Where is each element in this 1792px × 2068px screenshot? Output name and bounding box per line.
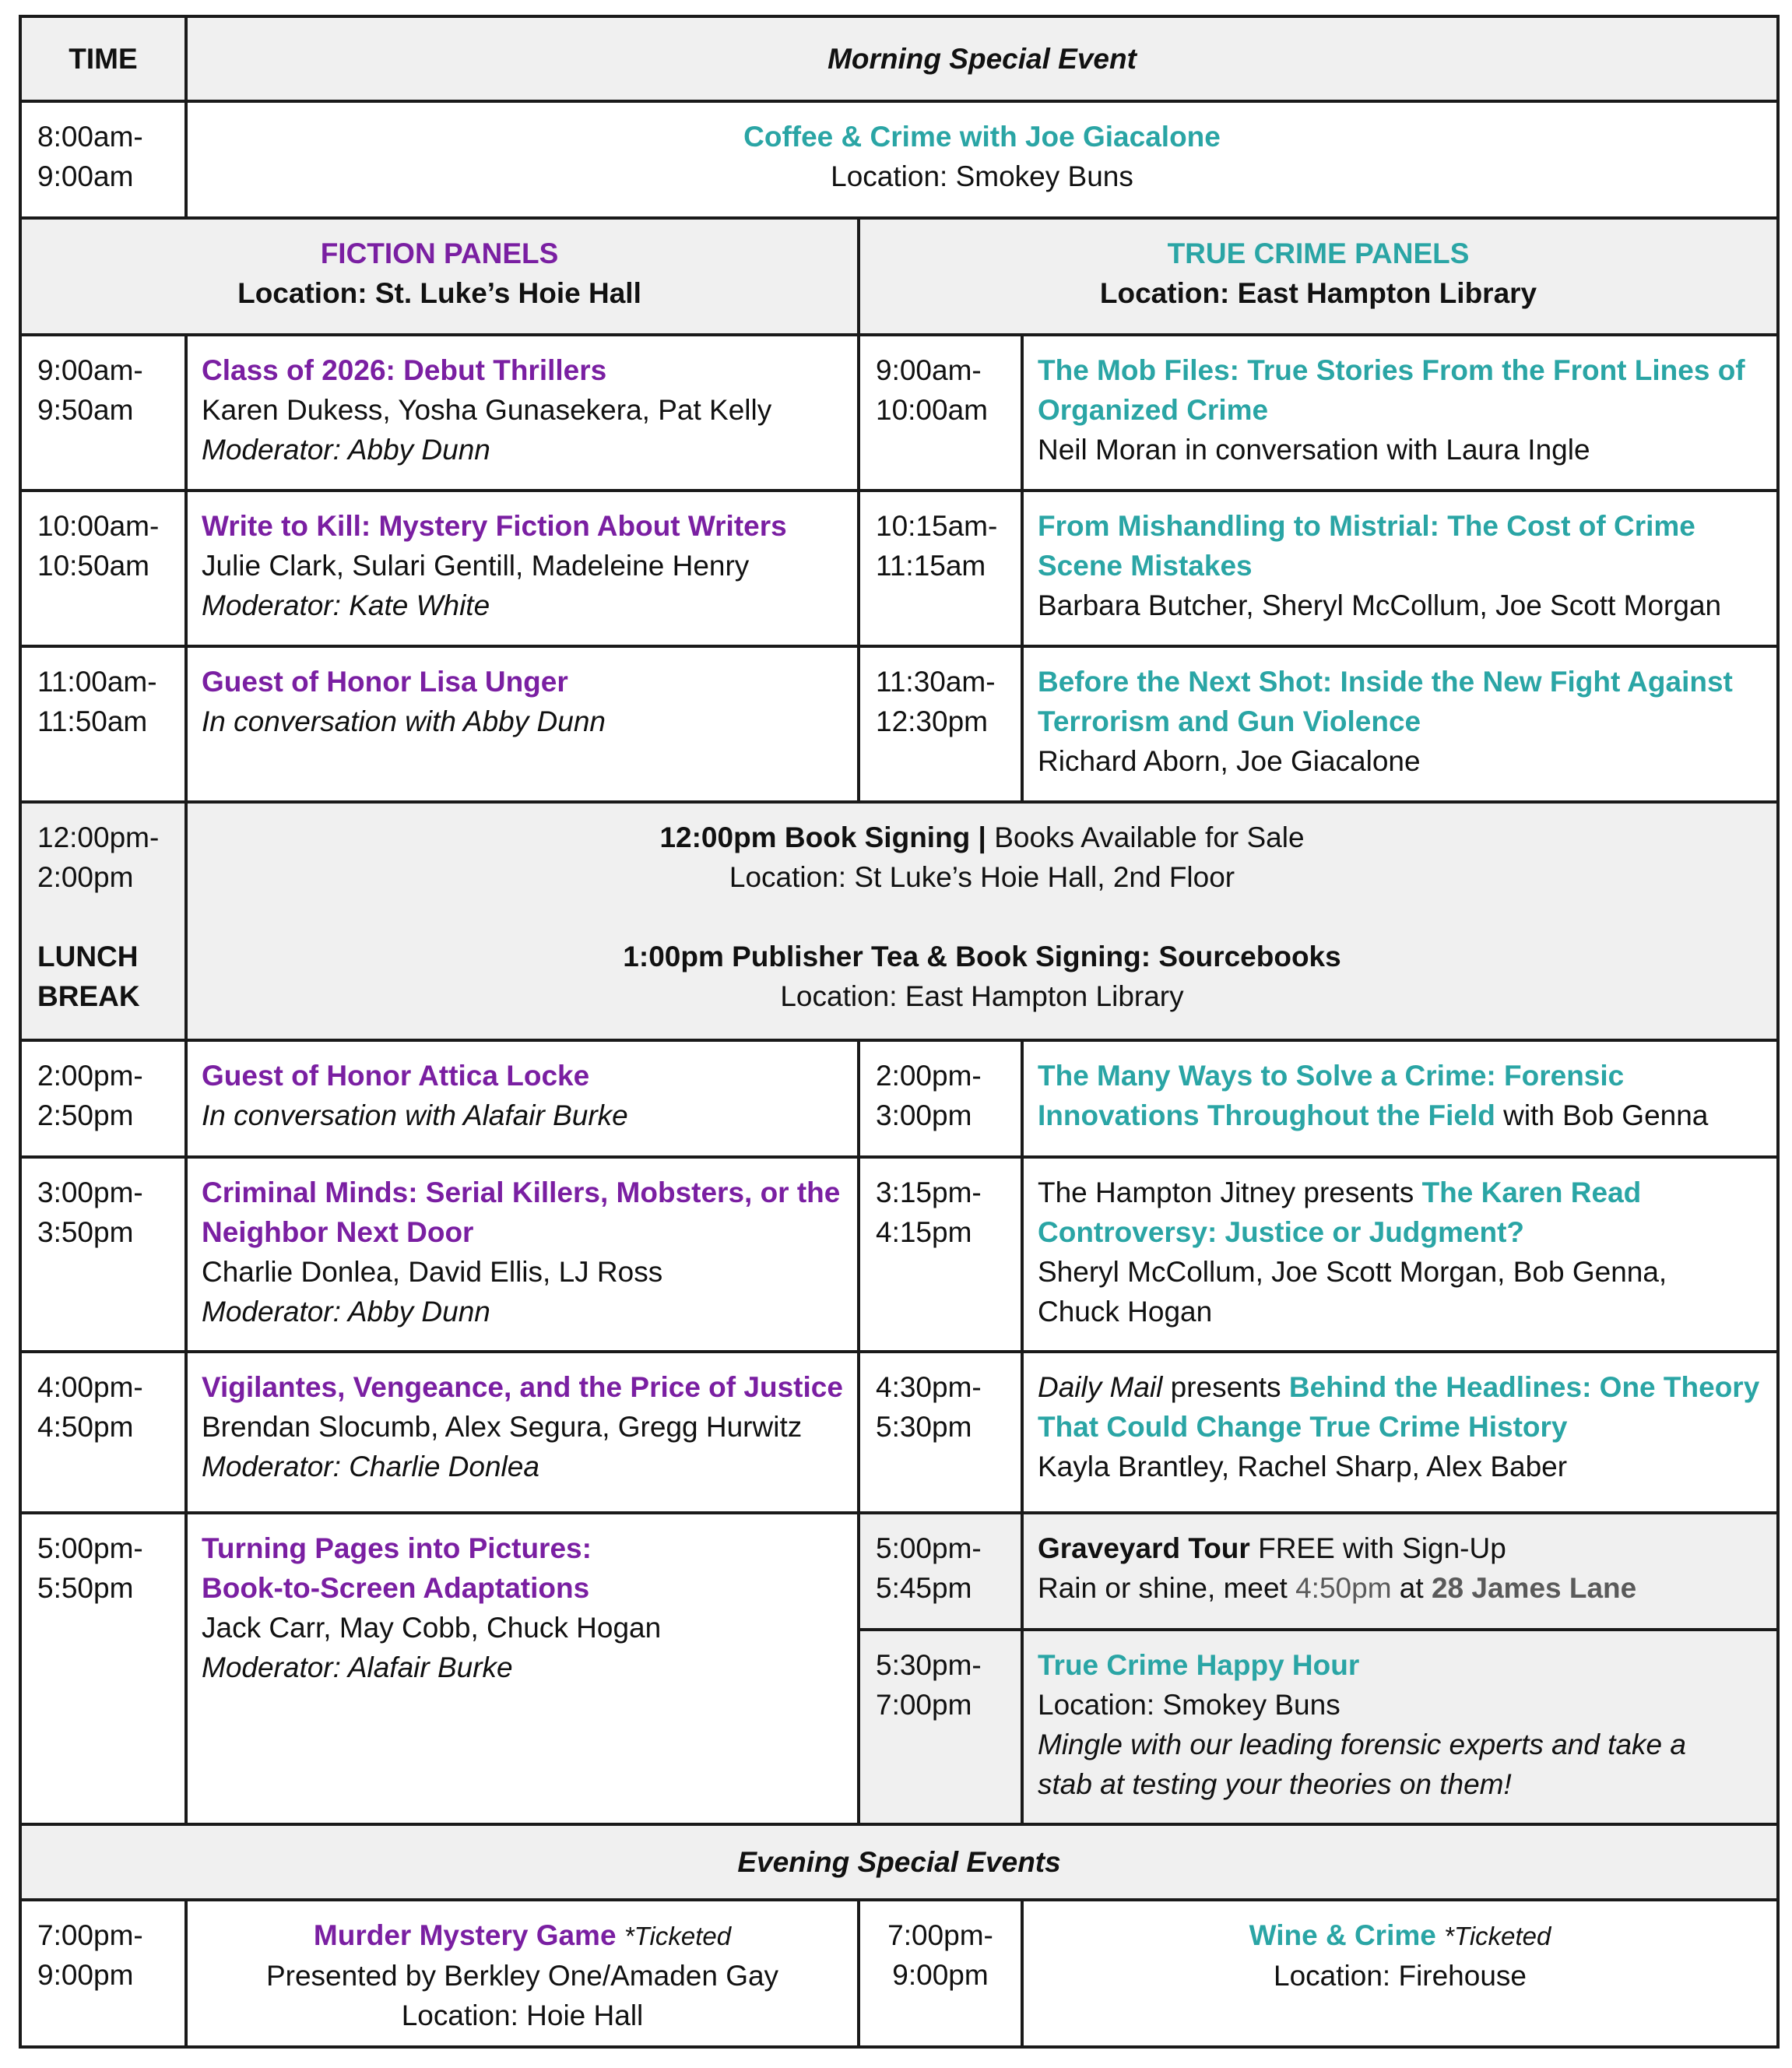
evening-right-time: 7:00pm- 9:00pm (859, 1900, 1022, 2047)
morning-header: Morning Special Event (186, 16, 1778, 101)
session-note-cont: stab at testing your theories on them! (1038, 1768, 1512, 1800)
session-title: Guest of Honor Attica Locke (202, 1060, 590, 1092)
wine-crime-title: Wine & Crime (1249, 1919, 1436, 1951)
session-title: Criminal Minds: Serial Killers, Mobsters, or the (202, 1176, 841, 1208)
true-crime-time: 4:30pm- 5:30pm (859, 1352, 1022, 1513)
true-crime-time: 5:30pm- 7:00pm (859, 1630, 1022, 1824)
lunch-label-cont: BREAK (37, 980, 140, 1012)
fiction-session (186, 335, 859, 491)
session-presenter-name: Daily Mail (1038, 1371, 1163, 1403)
fiction-session (186, 1513, 859, 1824)
fiction-time: 5:00pm- 5:50pm (20, 1513, 186, 1824)
murder-mystery-presenter: Presented by Berkley One/Amaden Gay (265, 1960, 779, 1992)
session-panelists: Jack Carr, May Cobb, Chuck Hogan (202, 1612, 662, 1644)
publisher-tea-location: Location: East Hampton Library (780, 980, 1184, 1012)
session-title-line (1038, 1173, 1766, 1212)
session-host: with Bob Genna (1495, 1099, 1709, 1131)
session-title: Turning Pages into Pictures: (202, 1532, 592, 1564)
true-crime-time: 11:30am- 12:30pm (859, 646, 1022, 802)
time-header: TIME (20, 16, 186, 101)
true-crime-session (1022, 335, 1778, 491)
happy-hour-cell (1022, 1630, 1778, 1824)
book-signing-detail: Books Available for Sale (994, 821, 1305, 853)
murder-mystery-location: Location: Hoie Hall (401, 1999, 644, 2031)
session-title: Behind the Headlines: One Theory (1288, 1371, 1760, 1403)
panel-header-row (20, 218, 1778, 335)
graveyard-tour-cell (1022, 1513, 1778, 1630)
book-signing-title: 12:00pm Book Signing (659, 821, 971, 853)
true-crime-session (1022, 1352, 1778, 1513)
meet-time: 4:50pm (1295, 1572, 1392, 1604)
session-panelists-cont: Chuck Hogan (1038, 1296, 1213, 1328)
true-crime-panels-header (859, 218, 1778, 335)
lunch-time: 12:00pm- 2:00pm LUNCH BREAK (20, 802, 186, 1040)
session-panelists: Sheryl McCollum, Joe Scott Morgan, Bob Genna, (1038, 1256, 1667, 1288)
evening-left-time: 7:00pm- 9:00pm (20, 1900, 186, 2047)
session-title: Guest of Honor Lisa Unger (202, 666, 568, 698)
fiction-session (186, 1157, 859, 1352)
lunch-events (186, 802, 1778, 1040)
murder-mystery-line (188, 1915, 857, 1956)
fiction-session (186, 646, 859, 802)
ticketed-note: *Ticketed (624, 1922, 732, 1950)
wine-crime-line (1024, 1915, 1776, 1956)
session-title: Before the Next Shot: Inside the New Fight Against (1038, 666, 1733, 698)
morning-event-time: 8:00am- 9:00am (20, 101, 186, 218)
morning-event-title: Coffee & Crime with Joe Giacalone (743, 121, 1221, 153)
session-note: Mingle with our leading forensic experts and take a (1038, 1729, 1686, 1760)
meet-place: 28 James Lane (1431, 1572, 1637, 1604)
session-row (20, 1513, 1778, 1630)
session-panelists: Barbara Butcher, Sheryl McCollum, Joe Scott Morgan (1038, 589, 1722, 621)
session-row (20, 1157, 1778, 1352)
lunch-row (20, 802, 1778, 1040)
evening-event-row (20, 1900, 1778, 2047)
evening-header-row (20, 1824, 1778, 1900)
true-crime-time: 9:00am- 10:00am (859, 335, 1022, 491)
true-crime-panels-location: Location: East Hampton Library (1099, 277, 1537, 309)
session-title-cont: Controversy: Justice or Judgment? (1038, 1216, 1525, 1248)
murder-mystery-cell (186, 1900, 859, 2047)
evening-header: Evening Special Events (20, 1824, 1778, 1900)
session-moderator: Moderator: Kate White (202, 589, 490, 621)
true-crime-session (1022, 646, 1778, 802)
session-row (20, 491, 1778, 646)
session-title: The Mob Files: True Stories From the Front Lines of (1038, 354, 1745, 386)
publisher-tea: 1:00pm Publisher Tea & Book Signing: Sourcebooks (623, 941, 1341, 972)
fiction-session (186, 1352, 859, 1513)
wine-crime-cell (1022, 1900, 1778, 2047)
session-panelists: Charlie Donlea, David Ellis, LJ Ross (202, 1256, 663, 1288)
session-title-cont-line (1038, 1096, 1766, 1135)
graveyard-tour-line (1038, 1528, 1766, 1568)
session-title: True Crime Happy Hour (1038, 1649, 1360, 1681)
graveyard-tour-title: Graveyard Tour (1038, 1532, 1250, 1564)
schedule-table (19, 15, 1780, 2049)
fiction-panels-header (20, 218, 859, 335)
session-title-line (1038, 1367, 1766, 1407)
session-presenter: The Hampton Jitney presents (1038, 1176, 1422, 1208)
session-title: The Many Ways to Solve a Crime: Forensic (1038, 1060, 1625, 1092)
book-signing-location: Location: St Luke’s Hoie Hall, 2nd Floor (729, 861, 1235, 893)
session-location: Location: Smokey Buns (1038, 1689, 1340, 1721)
fiction-session (186, 1040, 859, 1157)
true-crime-time: 10:15am- 11:15am (859, 491, 1022, 646)
session-panelists: Karen Dukess, Yosha Gunasekera, Pat Kelly (202, 394, 772, 426)
true-crime-session (1022, 1040, 1778, 1157)
graveyard-tour-meet: Rain or shine, meet 4:50pm at 28 James Lane (1038, 1572, 1637, 1604)
morning-event-location: Location: Smokey Buns (831, 160, 1133, 192)
session-title-cont: Innovations Throughout the Field (1038, 1099, 1495, 1131)
morning-event-cell (186, 101, 1778, 218)
fiction-time: 10:00am- 10:50am (20, 491, 186, 646)
session-panelists: Neil Moran in conversation with Laura Ingle (1038, 434, 1590, 466)
session-panelists: Brendan Slocumb, Alex Segura, Gregg Hurwitz (202, 1411, 803, 1443)
session-title-cont: Book-to-Screen Adaptations (202, 1572, 590, 1604)
true-crime-panels-title: TRUE CRIME PANELS (1167, 237, 1470, 269)
session-presenter: presents (1162, 1371, 1289, 1403)
fiction-time: 2:00pm- 2:50pm (20, 1040, 186, 1157)
true-crime-session (1022, 1157, 1778, 1352)
fiction-time: 4:00pm- 4:50pm (20, 1352, 186, 1513)
fiction-time: 11:00am- 11:50am (20, 646, 186, 802)
session-title-cont: Neighbor Next Door (202, 1216, 474, 1248)
session-conversation: In conversation with Abby Dunn (202, 705, 606, 737)
fiction-panels-location: Location: St. Luke’s Hoie Hall (237, 277, 641, 309)
session-title: From Mishandling to Mistrial: The Cost of Crime (1038, 510, 1695, 542)
morning-event-row (20, 101, 1778, 218)
session-row (20, 1352, 1778, 1513)
session-row (20, 1040, 1778, 1157)
fiction-time: 9:00am- 9:50am (20, 335, 186, 491)
session-title-cont: Organized Crime (1038, 394, 1269, 426)
session-panelists: Kayla Brantley, Rachel Sharp, Alex Baber (1038, 1451, 1568, 1482)
graveyard-tour-detail: FREE with Sign-Up (1249, 1532, 1506, 1564)
session-moderator: Moderator: Abby Dunn (202, 434, 490, 466)
session-title: The Karen Read (1421, 1176, 1642, 1208)
ticketed-note: *Ticketed (1444, 1922, 1551, 1950)
session-moderator: Moderator: Charlie Donlea (202, 1451, 539, 1482)
true-crime-time: 5:00pm- 5:45pm (859, 1513, 1022, 1630)
session-panelists: Julie Clark, Sulari Gentill, Madeleine Henry (202, 550, 750, 582)
fiction-panels-title: FICTION PANELS (320, 237, 559, 269)
true-crime-time: 3:15pm- 4:15pm (859, 1157, 1022, 1352)
session-panelists: Richard Aborn, Joe Giacalone (1038, 745, 1421, 777)
session-conversation: In conversation with Alafair Burke (202, 1099, 628, 1131)
separator: | (970, 821, 995, 853)
session-row (20, 646, 1778, 802)
session-title-cont: Scene Mistakes (1038, 550, 1253, 582)
fiction-session (186, 491, 859, 646)
lunch-label: LUNCH (37, 941, 139, 972)
session-moderator: Moderator: Abby Dunn (202, 1296, 490, 1328)
book-signing-line (188, 818, 1776, 857)
fiction-time: 3:00pm- 3:50pm (20, 1157, 186, 1352)
session-row (20, 335, 1778, 491)
true-crime-time: 2:00pm- 3:00pm (859, 1040, 1022, 1157)
header-row (20, 16, 1778, 101)
wine-crime-location: Location: Firehouse (1274, 1960, 1527, 1992)
session-title-cont: Terrorism and Gun Violence (1038, 705, 1421, 737)
session-title: Vigilantes, Vengeance, and the Price of Justice (202, 1371, 843, 1403)
session-title: Class of 2026: Debut Thrillers (202, 354, 607, 386)
true-crime-session (1022, 491, 1778, 646)
session-title: Write to Kill: Mystery Fiction About Writers (202, 510, 787, 542)
murder-mystery-title: Murder Mystery Game (313, 1919, 617, 1951)
session-title-cont: That Could Change True Crime History (1038, 1411, 1568, 1443)
session-moderator: Moderator: Alafair Burke (202, 1651, 513, 1683)
